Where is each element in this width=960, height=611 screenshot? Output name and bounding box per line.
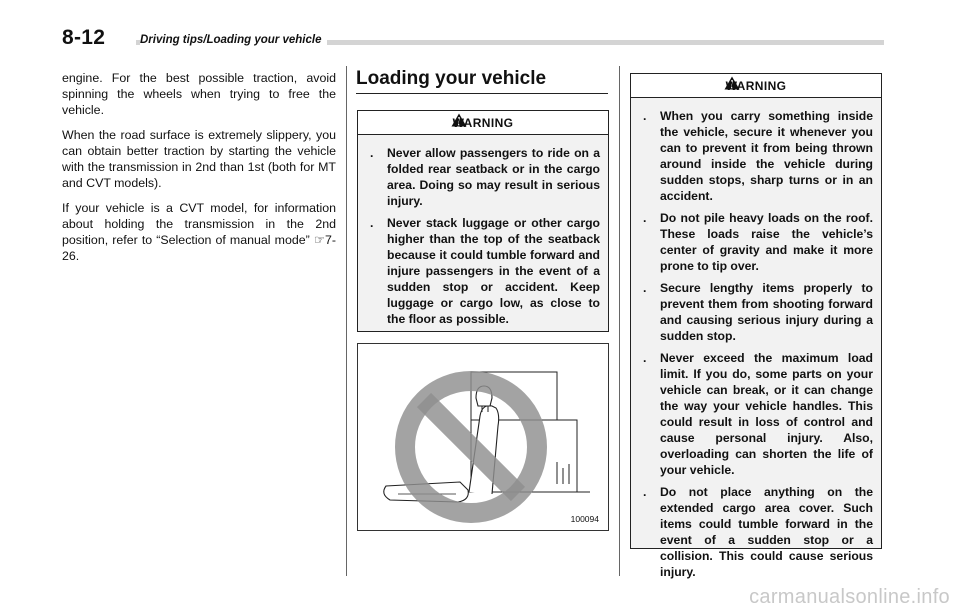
warning-body <box>358 135 608 339</box>
warning-label: WARNING <box>452 116 514 130</box>
warning-item: . Never allow passengers to ride on a folded rear seatback or in the cargo area. Doing so may result in serious injury. <box>370 146 600 208</box>
paragraph: When the road surface is extremely slippery, you can obtain better traction by starting the vehicle with the transmission in 2nd than 1st (both for MT and CVT models). <box>62 128 336 190</box>
seat-cargo-drawing <box>358 344 608 530</box>
warning-body <box>631 98 881 592</box>
warning-header <box>358 111 608 135</box>
warning-item: . Never exceed the maximum load limit. If you do, some parts on your vehicle can break, or it can change the way your vehicle handles. This could result in loss of control and cause personal injury. Also, overloading can shorten the life of your vehicle. <box>643 351 873 477</box>
paragraph: engine. For the best possible traction, avoid spinning the wheels when trying to free the vehicle. <box>62 71 336 117</box>
paragraph: If your vehicle is a CVT model, for information about holding the transmission in the 2nd position, refer to “Selection of manual mode” ☞7-26. <box>62 201 336 263</box>
bullet: . <box>370 146 374 160</box>
bullet: . <box>643 109 647 123</box>
heading-rule <box>356 93 608 94</box>
bullet: . <box>643 485 647 499</box>
bullet: . <box>643 281 647 295</box>
figure-code: 100094 <box>570 514 599 524</box>
page-header <box>62 26 884 52</box>
warning-box-cargo <box>630 73 882 579</box>
warning-item: . Do not place anything on the extended cargo area cover. Such items could tumble forward in the event of a sudden stop or a collision. This could cause serious injury. <box>643 485 873 579</box>
column-divider-1 <box>346 66 347 576</box>
warning-item: . Never stack luggage or other cargo higher than the top of the seatback because it could tumble forward and injure passengers in the event of a sudden stop or accident. Keep luggage or cargo low, as close to the floor as possible. <box>370 216 600 326</box>
bullet: . <box>370 216 374 230</box>
warning-box-loading <box>357 110 609 332</box>
warning-item: . Secure lengthy items properly to prevent them from shooting forward and causing serious injury during a sudden stop. <box>643 281 873 343</box>
bullet: . <box>643 211 647 225</box>
column-divider-2 <box>619 66 620 576</box>
left-column <box>62 70 336 273</box>
warning-label: WARNING <box>725 79 787 93</box>
section-heading: Loading your vehicle <box>356 68 547 89</box>
watermark: carmanualsonline.info <box>749 586 950 608</box>
warning-item: . Do not pile heavy loads on the roof. These loads raise the vehicle’s center of gravity and make it more prone to tip over. <box>643 211 873 273</box>
bullet: . <box>643 351 647 365</box>
page-number: 8-12 <box>62 26 106 49</box>
cargo-stacking-illustration <box>357 343 609 531</box>
section-title: Driving tips/Loading your vehicle <box>140 34 327 46</box>
warning-item: . When you carry something inside the vehicle, secure it whenever you can to prevent it from being thrown around inside the vehicle during sudden stops, sharp turns or in an accident. <box>643 109 873 203</box>
warning-header <box>631 74 881 98</box>
